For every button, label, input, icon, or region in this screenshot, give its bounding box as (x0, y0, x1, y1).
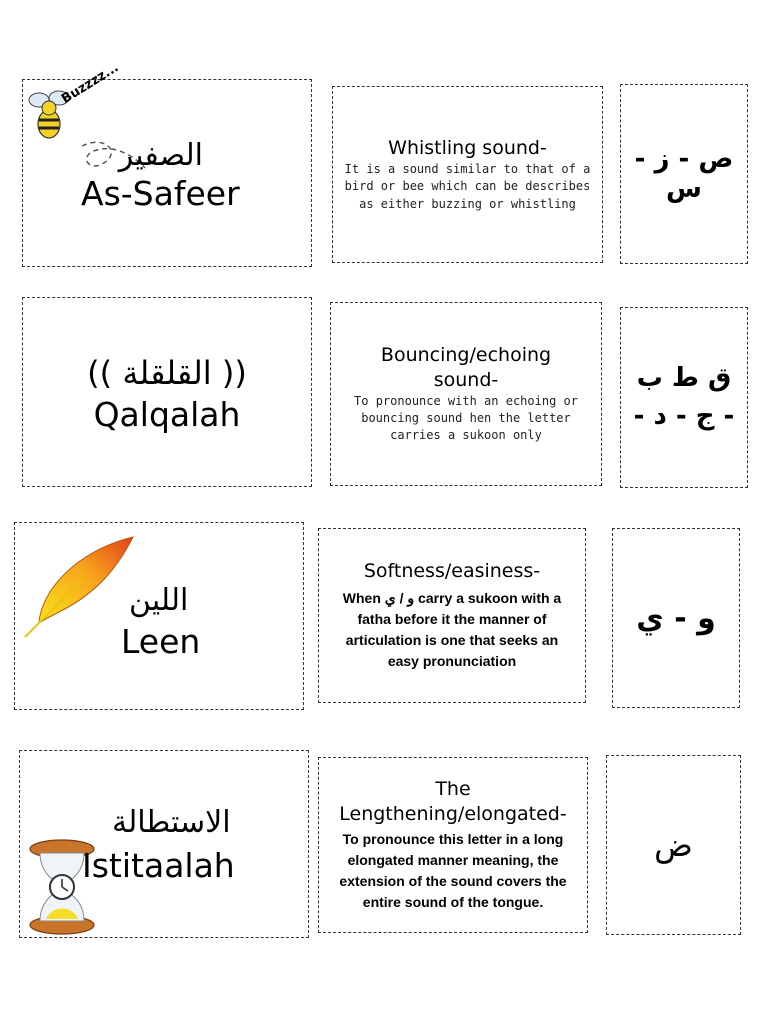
letters: و - ي (636, 600, 716, 636)
name-card-safeer (22, 60, 312, 267)
letters: ق ط ب - ج - د - (633, 362, 735, 431)
description-text: To pronounce this letter in a long elongated manner meaning, the extension of the sound covers the entire sound of the tongue. (339, 830, 567, 910)
letters-card-safeer (620, 84, 748, 264)
description-card-istitaalah (318, 757, 588, 933)
description-card-safeer (332, 86, 603, 263)
letters-card-leen (612, 528, 740, 708)
english-name: Istitaalah (82, 846, 235, 885)
description-card-leen (318, 528, 586, 703)
arabic-name: الاستطالة (112, 805, 231, 840)
arabic-name: اللين (129, 583, 189, 618)
letters-card-qalqalah (620, 307, 748, 488)
english-name: Qalqalah (93, 395, 241, 435)
letters: ص - ز - س (634, 144, 734, 204)
description-title: The Lengthening/elongated- (339, 778, 567, 825)
name-card-qalqalah (22, 297, 312, 487)
arabic-name: الصفير (118, 138, 203, 173)
description-card-qalqalah (330, 302, 602, 486)
name-card-istitaalah (19, 750, 309, 938)
description-title: Softness/easiness- (363, 560, 541, 583)
letters-card-istitaalah (606, 755, 741, 935)
letters: ض (654, 826, 693, 864)
description-text: It is a sound similar to that of a bird or bee which can be describes as either buzzing or whistling (344, 161, 591, 211)
description-text: When و / ي carry a sukoon with a fatha before it the manner of articulation is one that seeks an easy pronunciation (342, 589, 562, 669)
english-name: As-Safeer (81, 174, 240, 213)
english-name: Leen (121, 622, 201, 661)
bee-buzz-text: Buzzzz... (59, 60, 122, 107)
arabic-name: (( القلقلة )) (87, 353, 247, 392)
description-title: Whistling sound- (388, 137, 547, 160)
name-card-leen (14, 522, 304, 710)
description-title: Bouncing/echoing sound- (380, 344, 552, 391)
description-text: To pronounce with an echoing or bouncing sound hen the letter carries a sukoon only (354, 393, 578, 443)
